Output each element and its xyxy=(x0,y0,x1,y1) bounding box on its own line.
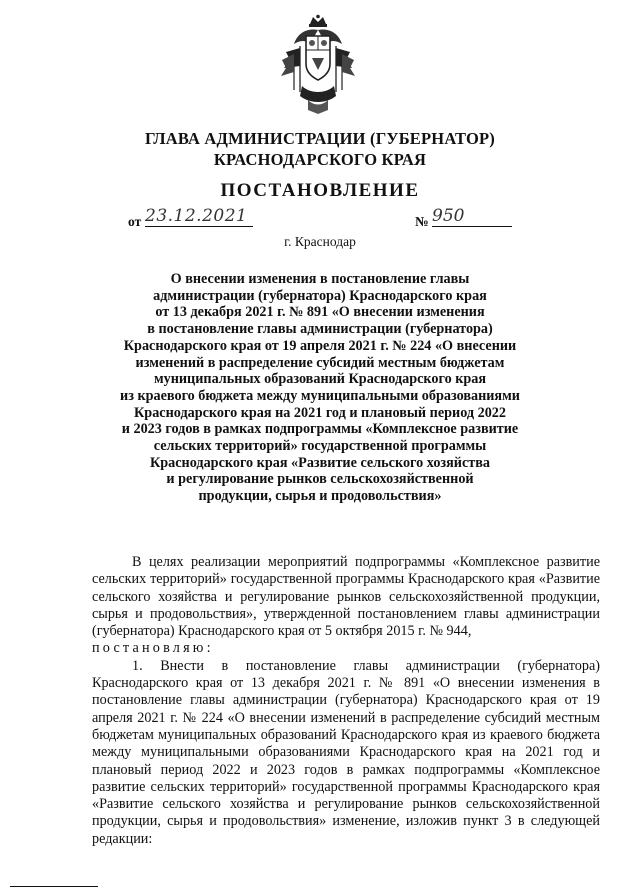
number-label: № xyxy=(415,214,429,229)
title-line: из краевого бюджета между муниципальными образованиями xyxy=(120,387,520,404)
handwritten-date: 23.12.2021 xyxy=(145,206,253,227)
title-line: от 13 декабря 2021 г. № 891 «О внесении изменения xyxy=(155,304,485,321)
handwritten-number: 950 xyxy=(432,206,512,227)
title-line: и регулирование рынков сельскохозяйственной xyxy=(166,471,474,488)
title-line: О внесении изменения в постановление главы xyxy=(170,271,470,287)
document-body xyxy=(92,554,600,848)
authority-line-2: КРАСНОДАРСКОГО КРАЯ xyxy=(213,150,427,169)
title-line: Краснодарского края от 19 апреля 2021 г. № 224 «О внесении xyxy=(123,337,517,354)
title-line: Краснодарского края «Развитие сельского хозяйства xyxy=(149,454,490,471)
title-line: продукции, сырья и продовольствия» xyxy=(198,488,442,505)
title-line: сельских территорий» государственной программы xyxy=(153,438,487,455)
item-1-paragraph: 1. Внести в постановление главы администрации (губернатора) Краснодарского края от 13 декабря 2021 г. № 891 «О внесении изменения в постановление главы администрации (губернатора) Краснодарского края от 19 апреля 2021 г. № 224 «О внесении изменений в распределение субсидий местным бюджетам муниципальных образований Краснодарского края из краевого бюджета между муниципальными образованиями Краснодарского края на 2021 год и плановый период 2022 и 2023 годов в рамках подпрограммы «Комплексное развитие сельских территорий» государственной программы Краснодарского края «Развитие сельского хозяйства и регулирование рынков сельскохозяйственной продукции, сырья и продовольствия» изменение, изложив пункт 3 в следующей редакции: xyxy=(92,657,600,847)
date-number-row xyxy=(128,206,528,232)
coat-of-arms-emblem xyxy=(278,14,358,116)
document-title xyxy=(100,271,540,505)
title-line: администрации (губернатора) Краснодарского края xyxy=(153,287,487,304)
city: г. Краснодар xyxy=(284,234,356,249)
authority-line-1: ГЛАВА АДМИНИСТРАЦИИ (ГУБЕРНАТОР) xyxy=(145,129,495,148)
document-type: ПОСТАНОВЛЕНИЕ xyxy=(220,180,420,201)
title-line: и 2023 годов в рамках подпрограммы «Комплексное развитие xyxy=(121,421,519,438)
footer-rule xyxy=(10,886,98,887)
issuing-authority xyxy=(0,128,640,170)
title-line: в постановление главы администрации (губернатора) xyxy=(147,321,493,338)
preamble-paragraph: В целях реализации мероприятий подпрограммы «Комплексное развитие сельских территорий» государственной программы Краснодарского края «Развитие сельского хозяйства и регулирование рынков сельскохозяйственной продукции, сырья и продовольствия», утвержденной постановлением главы администрации (губернатора) Краснодарского края от 5 октября 2015 г. № 944, xyxy=(92,554,600,640)
title-line: Краснодарского края на 2021 год и плановый период 2022 xyxy=(134,404,506,421)
title-line: изменений в распределение субсидий местным бюджетам xyxy=(135,354,505,371)
decree-word: постановляю: xyxy=(92,640,214,657)
title-line: муниципальных образований Краснодарского края xyxy=(153,371,487,388)
date-label: от xyxy=(128,214,142,229)
